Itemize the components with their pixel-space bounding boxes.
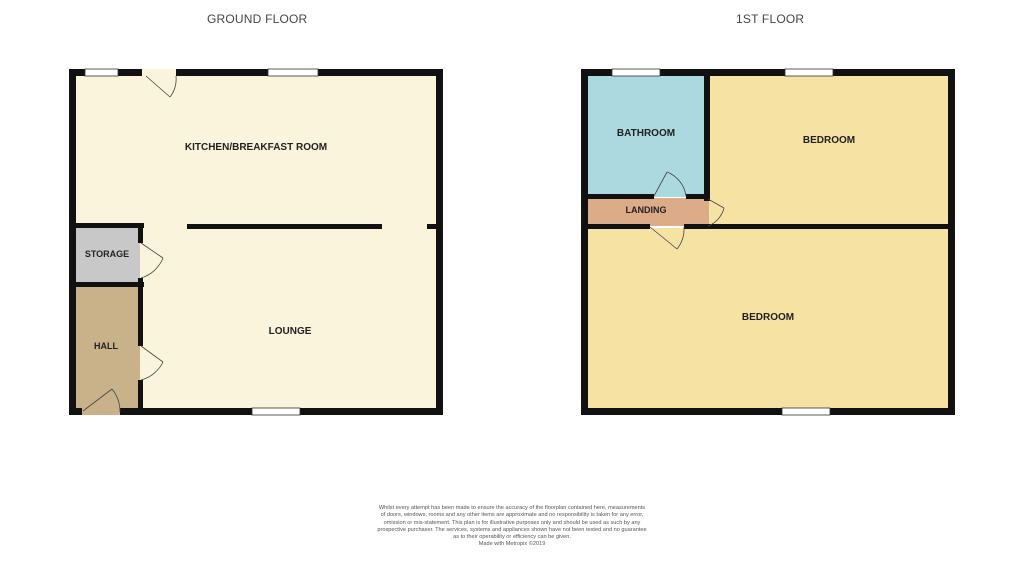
ground-window-top-right xyxy=(268,69,318,76)
ground-wall-left xyxy=(69,69,76,415)
disclaimer-credit: Made with Metropix ©2019 xyxy=(478,541,546,548)
landing-bedroom-wall-right xyxy=(684,224,950,229)
storage-label: STORAGE xyxy=(84,249,130,259)
bedroom-1-fill xyxy=(709,73,950,226)
hall-right-wall-mid xyxy=(138,278,143,346)
bathroom-bottom-wall-left xyxy=(586,194,654,199)
disclaimer-line: as to their operability or efficiency can be given. xyxy=(453,534,571,541)
first-wall-bottom xyxy=(581,408,955,415)
first-wall-left xyxy=(581,69,588,415)
kitchen-lounge-divider xyxy=(187,224,382,229)
bathroom-right-wall xyxy=(704,73,710,197)
first-floor-title: 1ST FLOOR xyxy=(736,12,805,26)
ground-wall-top xyxy=(69,69,443,76)
kitchen-label: KITCHEN/BREAKFAST ROOM xyxy=(184,142,328,153)
ground-floor-title: GROUND FLOOR xyxy=(207,12,308,26)
disclaimer-text xyxy=(340,505,684,549)
hall-label: HALL xyxy=(94,341,118,351)
bedroom-2-label: BEDROOM xyxy=(741,312,795,323)
ground-window-bottom xyxy=(252,408,300,415)
disclaimer-line: of doors, windows, rooms and any other items are approximate and no responsibility is taken for any error, xyxy=(380,512,644,519)
ground-floor-plan xyxy=(69,69,443,415)
first-window-bedroom-1 xyxy=(785,69,833,76)
bathroom-label: BATHROOM xyxy=(616,128,676,139)
disclaimer-line: omission or mis-statement. This plan is for illustrative purposes only and should be used as such by any xyxy=(383,519,641,526)
first-window-bedroom-2 xyxy=(782,408,830,415)
hall-right-wall-upper xyxy=(138,223,143,243)
bedroom-1-label: BEDROOM xyxy=(802,135,856,146)
hall-right-wall-lower xyxy=(138,380,143,412)
disclaimer-line: prospective purchaser. The services, systems and appliances shown have not been tested and no guarantee xyxy=(377,526,647,533)
landing-bedroom-wall-left xyxy=(586,224,650,229)
disclaimer-line: Whilst every attempt has been made to ensure the accuracy of the floorplan contained here, measurements xyxy=(378,505,646,511)
first-floor-plan xyxy=(581,69,955,415)
lounge-label: LOUNGE xyxy=(268,326,312,337)
landing-label: LANDING xyxy=(625,205,667,215)
bedroom-1-left-wall-stub xyxy=(704,197,710,201)
ground-window-top-left xyxy=(85,69,118,76)
first-window-bathroom xyxy=(612,69,660,76)
ground-wall-right xyxy=(436,69,443,415)
kitchen-lounge-divider-stub xyxy=(427,224,438,229)
storage-hall-wall xyxy=(74,282,144,287)
storage-top-wall xyxy=(74,223,144,228)
first-wall-right xyxy=(948,69,955,415)
